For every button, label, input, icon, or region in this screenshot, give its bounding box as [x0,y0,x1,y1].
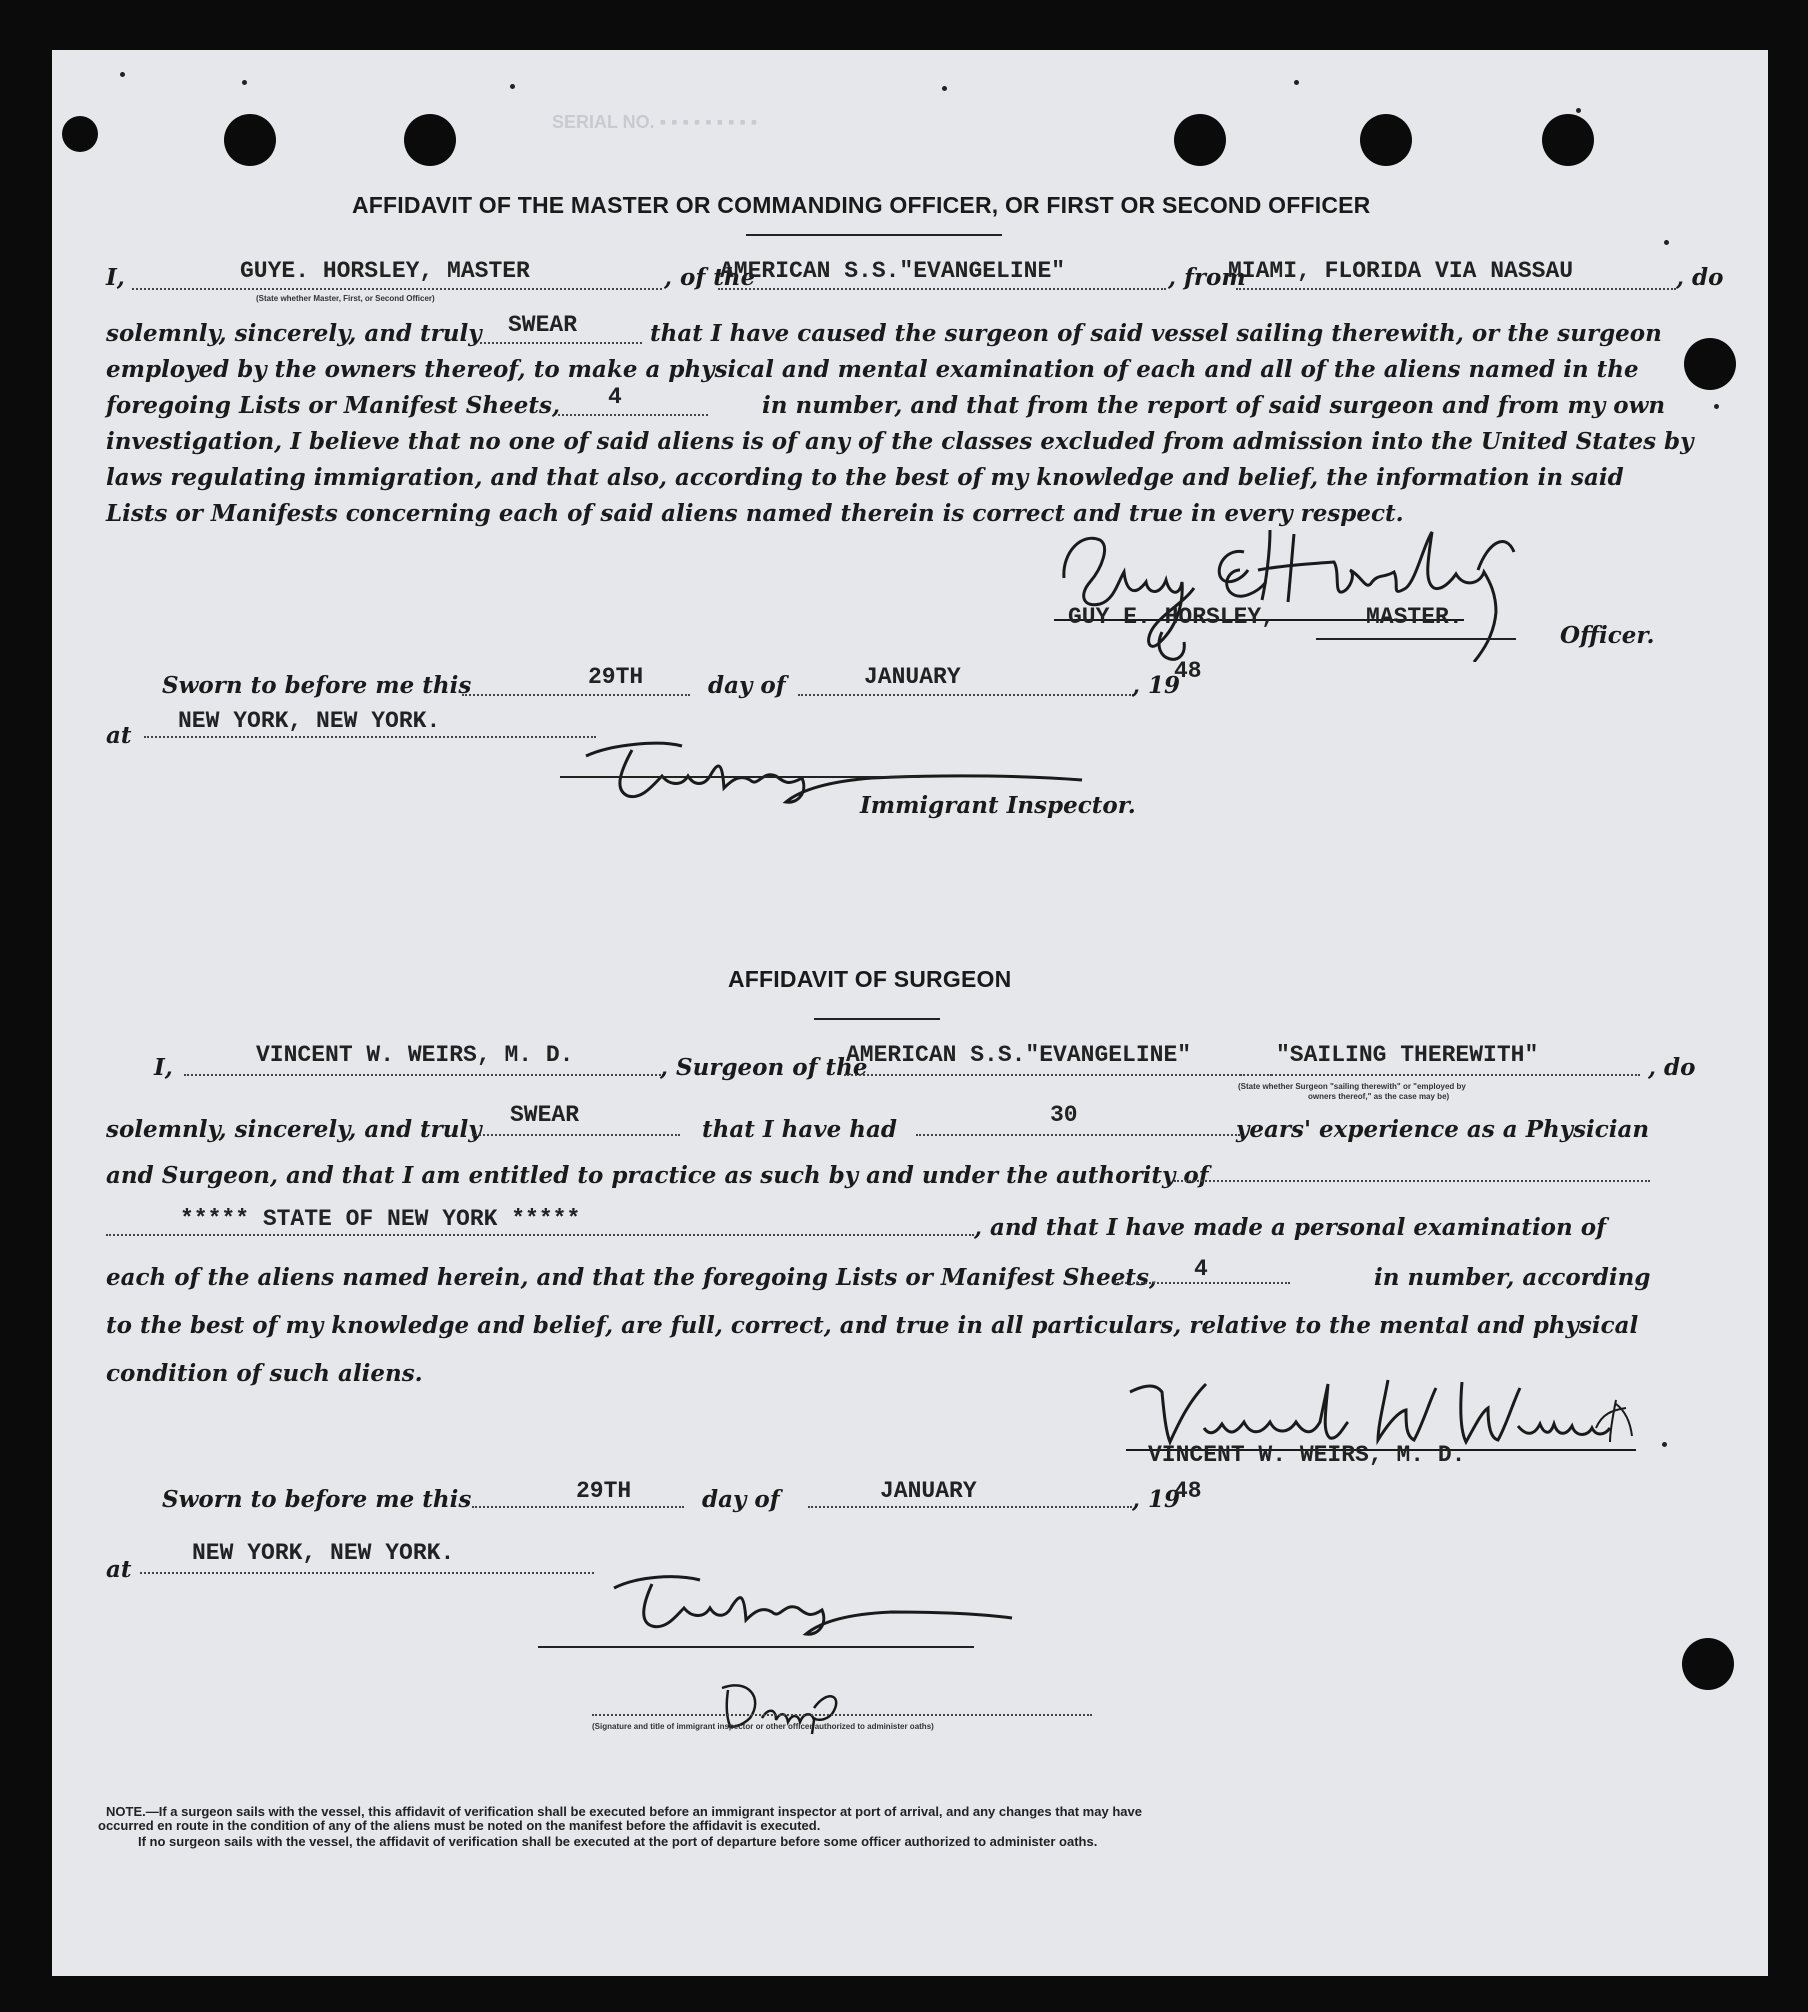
punch-hole [62,116,98,152]
surgeon-sworn-day: 29TH [576,1478,632,1504]
surgeon-vessel: AMERICAN S.S."EVANGELINE" [846,1042,1192,1068]
surgeon-sheets: 4 [1194,1256,1208,1282]
master-sheets: 4 [608,384,622,410]
bleed-through: SERIAL NO. ▪ ▪ ▪ ▪ ▪ ▪ ▪ ▪ ▪ [552,112,758,132]
punch-hole [1174,114,1226,166]
punch-hole [1360,114,1412,166]
master-vessel: AMERICAN S.S."EVANGELINE" [720,258,1066,284]
surgeon-name: VINCENT W. WEIRS, M. D. [256,1042,574,1068]
surgeon-year: 48 [1174,1478,1202,1504]
surgeon-at-place: NEW YORK, NEW YORK. [192,1540,455,1566]
immigrant-inspector-label: Immigrant Inspector. [860,792,1136,819]
document-page: SERIAL NO. ▪ ▪ ▪ ▪ ▪ ▪ ▪ ▪ ▪ AFFIDAVIT OF THE MASTER OR COMMANDING OFFICER, OR FIRST OR SECOND OFFICER I, GUYE. HORSLEY, MASTER (State whether Master, First, or Second Officer) , of the AMERICAN S.S."EVANGELINE" , from MIAMI, FLORIDA VIA NASSAU , do solemnly, sincerely, and truly SWEAR that I have caused the surgeon of said vessel sailing therewith, or the surgeon employed by the owners thereof, to make a physical and mental examination of each and all of the aliens named in the foregoing Lists or Manifest Sheets, 4 in number, and that from the report of said surgeon and from my own investigation, I believe that no one of said aliens is of any of the classes excluded from admission into the United States by laws regulating immigration, and that also, according to the best of my knowledge and belief, the information in said Lists or Manifests concerning each of said aliens named therein is correct and true in every respect. GUY E. HORSLEY, MASTER. Officer. Sworn to before me this 29TH day of JANUARY , 19 48 at NEW YORK, NEW YORK. Immigrant Inspector. AFFIDAVIT OF SURGEON I, VINCENT W. WEIRS, M. D. , Surgeon of the AMERICAN S.S."EVANGELINE" "SAILING THEREWITH" , do (State whether Surgeon "sailing therewith" or "employed by owners thereof," as the case may be) solemnly, sincerely, and truly SWEAR that I have had 30 years' experience as a Physician and Surgeon, and that I am entitled to practice as such by and under the authority of ***** STATE OF NEW YORK ***** , and that I have made a personal examination of each of the aliens named herein, and that the foregoing Lists or Manifest Sheets, 4 in number, according to the best of my knowledge and belief, are full, correct, and true in all particulars, relative to the mental and physical condition of such aliens. VINCENT W. WEIRS, M. D. Sworn to before me this 29TH day of JANUARY , 19 48 at NEW YORK, NEW YORK. (Signature and title of immigrant inspector or other officer authorized to administer oaths) NOTE.—If a surgeon sails with the vessel, this affidavit of verification shall be executed before an immigrant inspector at port of arrival, and any changes that may have occurred en route in the condition of any of the aliens must be noted on the manifest before the affidavit is executed. If no surgeon sails with the vessel, the affidavit of verification shall be executed at the port of departure before some officer authorized to administer oaths. [52,50,1768,1976]
note-line-2: occurred en route in the condition of any of the aliens must be noted on the manifest before the affidavit is executed. [98,1818,821,1833]
surgeon-sailing: "SAILING THEREWITH" [1276,1042,1539,1068]
master-from-place: MIAMI, FLORIDA VIA NASSAU [1228,258,1574,284]
master-state-note: (State whether Master, First, or Second Officer) [256,294,435,303]
inspector-signature-2 [612,1560,1032,1650]
master-title-typed: MASTER. [1366,604,1463,630]
surgeon-affidavit-heading: AFFIDAVIT OF SURGEON [728,966,1012,992]
master-sworn-day: 29TH [588,664,644,690]
master-sworn-month: JANUARY [864,664,961,690]
label-i: I, [106,264,125,291]
surgeon-oath: SWEAR [510,1102,580,1128]
punch-hole [1684,338,1736,390]
master-signature-typed: GUY E. HORSLEY, [1068,604,1276,630]
punch-hole [1542,114,1594,166]
master-year: 48 [1174,658,1202,684]
surgeon-years: 30 [1050,1102,1078,1128]
punch-hole [1682,1638,1734,1690]
note-line-1: NOTE.—If a surgeon sails with the vessel, this affidavit of verification shall be executed before an immigrant inspector at port of arrival, and any changes that may have [106,1804,1142,1819]
master-affidavit-heading: AFFIDAVIT OF THE MASTER OR COMMANDING OFFICER, OR FIRST OR SECOND OFFICER [352,192,1371,218]
note-line-3: If no surgeon sails with the vessel, the affidavit of verification shall be executed at the port of departure before some officer authorized to administer oaths. [138,1834,1098,1849]
master-oath: SWEAR [508,312,578,338]
surgeon-sworn-month: JANUARY [880,1478,977,1504]
officer-label: Officer. [1560,622,1655,649]
surgeon-authority: ***** STATE OF NEW YORK ***** [180,1206,581,1232]
master-at-place: NEW YORK, NEW YORK. [178,708,441,734]
punch-hole [404,114,456,166]
master-name: GUYE. HORSLEY, MASTER [240,258,530,284]
punch-hole [224,114,276,166]
surgeon-signature-typed: VINCENT W. WEIRS, M. D. [1148,1442,1466,1468]
officer-caption: (Signature and title of immigrant inspector or other officer authorized to administer oaths) [592,1722,934,1731]
